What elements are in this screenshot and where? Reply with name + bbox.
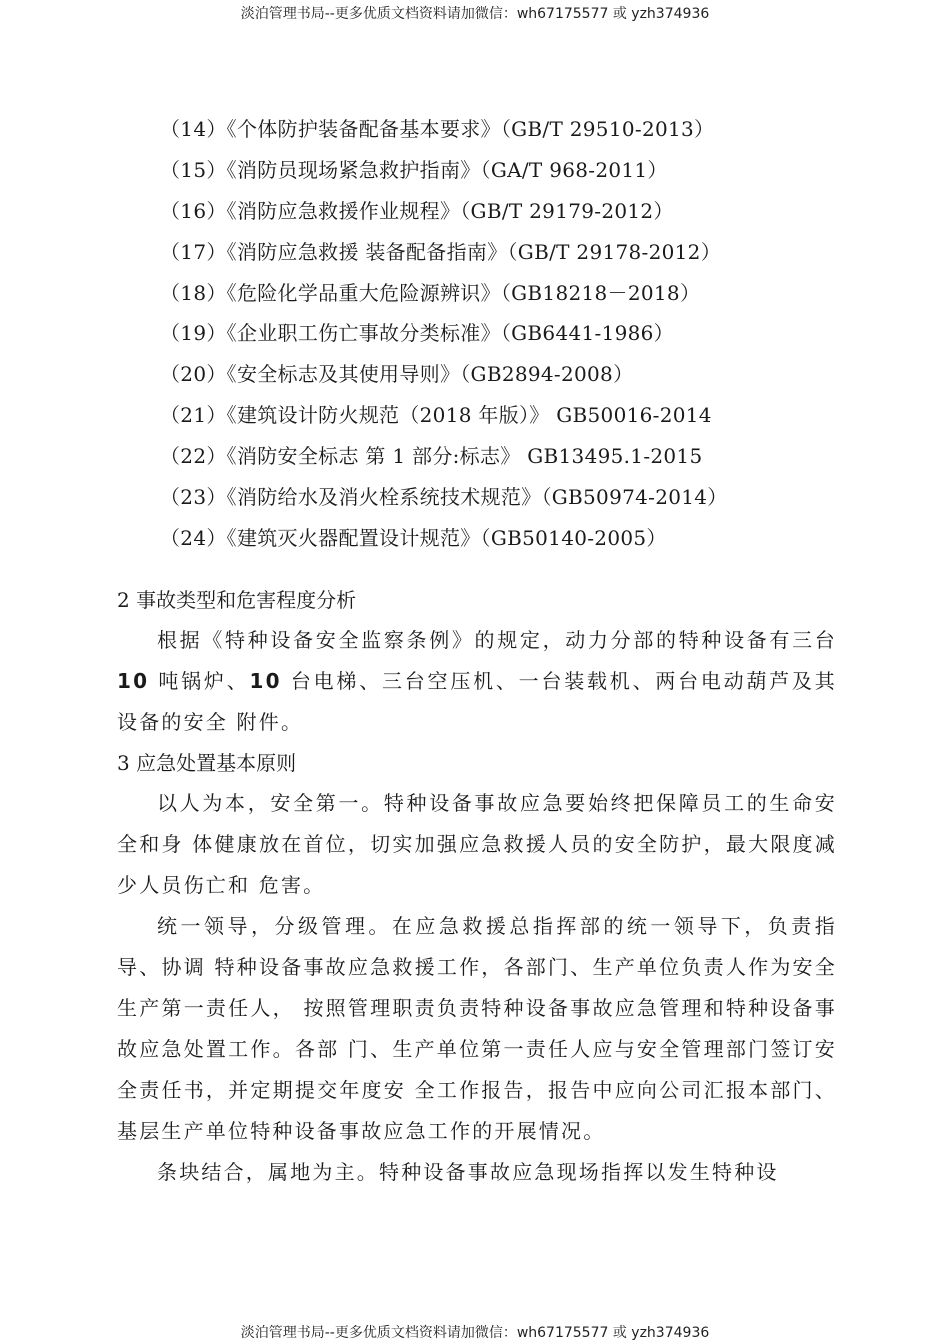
para-text: 台电梯、三台空压机、一台装载机、两台电动葫芦及其设备的安全 附件。 [117,669,838,734]
page-footer: 淡泊管理书局--更多优质文档资料请加微信：wh67175577 或 yzh374936 [240,1325,710,1341]
reference-item: （14）《个体防护装备配备基本要求》（GB/T 29510-2013） [160,117,715,141]
section-heading: 3 应急处置基本原则 [117,751,297,775]
para-text: 吨锅炉、 [149,669,250,693]
number-text: 10 [117,669,150,693]
reference-item: （17）《消防应急救援 装备配备指南》（GB/T 29178-2012） [160,239,721,264]
reference-item: （24）《建筑灭火器配置设计规范》（GB50140-2005） [160,525,667,550]
para-text: 根据《特种设备安全监察条例》的规定，动力分部的特种设备有三台 [157,628,837,652]
reference-item: （19）《企业职工伤亡事故分类标准》（GB6441-1986） [160,321,674,346]
number-text: 10 [249,669,282,693]
body-paragraph [117,620,837,743]
reference-list [160,112,860,562]
page-header: 淡泊管理书局--更多优质文档资料请加微信：wh67175577 或 yzh374936 [240,6,710,22]
reference-item: （20）《安全标志及其使用导则》（GB2894-2008） [160,362,634,387]
reference-item: （22）《消防安全标志 第 1 部分:标志》 GB13495.1-2015 [160,444,703,469]
document-body [117,580,837,1193]
section-heading: 2 事故类型和危害程度分析 [117,588,357,612]
reference-item: （21）《建筑设计防火规范（2018 年版）》 GB50016-2014 [160,403,712,428]
body-paragraph: 以人为本，安全第一。特种设备事故应急要始终把保障员工的生命安全和身 体健康放在首位，切实加强应急救援人员的安全防护，最大限度减少人员伤亡和 危害。 [117,791,837,897]
body-paragraph: 统一领导，分级管理。在应急救援总指挥部的统一领导下，负责指导、协调 特种设备事故应急救援工作，各部门、生产单位负责人作为安全生产第一责任人， 按照管理职责负责特种设备事故应急管理和特种设备事故应急处置工作。各部 门、生产单位第一责任人应与安全管理部门签订安全责任书，并定期提交年度安 全工作报告，报告中应向公司汇报本部门、基层生产单位特种设备事故应急工作的开展情况。 [117,914,837,1143]
reference-item: （15）《消防员现场紧急救护指南》（GA/T 968-2011） [160,157,668,182]
body-paragraph: 条块结合，属地为主。特种设备事故应急现场指挥以发生特种设 [157,1160,779,1184]
reference-item: （16）《消防应急救援作业规程》（GB/T 29179-2012） [160,198,674,223]
reference-item: （23）《消防给水及消火栓系统技术规范》（GB50974-2014） [160,485,728,510]
reference-item: （18）《危险化学品重大危险源辨识》（GB18218－2018） [160,280,701,305]
